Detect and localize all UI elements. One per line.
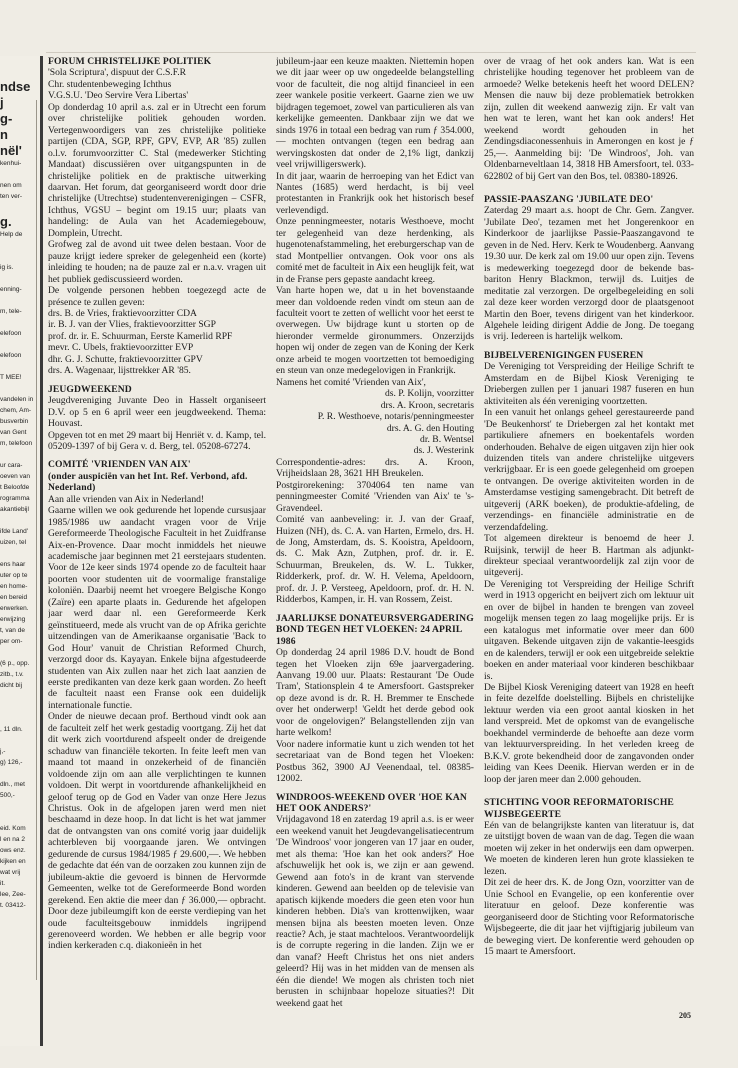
strip-text: elefoon	[0, 352, 22, 359]
article-paragraph: Van harte hopen we, dat u in het bovenstaande meer dan voldoende reden vindt om steun aan de faculteit voort te zetten of wellicht voor het eerst te overwegen. Uw bijdrage kunt u storten op de hieronder vermelde gironummers. Onzerzijds hopen wij onder de zegen van de Koning der Kerk onze arbeid te mogen voortzetten tot bemoediging en steun van onze medegelovigen in Frankrijk.	[276, 285, 474, 377]
strip-text: vandelen in	[0, 396, 34, 403]
article-paragraph: Namens het comité 'Vrienden van Aix',	[276, 376, 426, 388]
strip-text: zitb., t.v.	[0, 671, 24, 678]
strip-text: kijken en	[0, 858, 26, 865]
column-1	[48, 56, 266, 952]
strip-text: ig is.	[0, 264, 14, 271]
section-spacer	[276, 785, 474, 792]
strip-text: elefoon	[0, 330, 22, 337]
article-paragraph: Aan alle vrienden van Aix in Nederland!	[48, 493, 205, 505]
article-paragraph: Grofweg zal de avond uit twee delen bestaan. Voor de pauze krijgt iedere spreker de gelegenheid een (korte) inleiding te houden; na de pauze zal er n.a.v. vragen uit het publiek gediscussieerd worden.	[48, 239, 266, 285]
strip-text: chem, Am-	[0, 407, 32, 414]
signature-line: ds. P. Kolijn, voorzitter	[384, 388, 474, 400]
strip-text: kenhui-	[0, 160, 22, 167]
article-paragraph: De Vereniging tot Verspreiding der Heilige Schrift te Amsterdam en de Bijbel Kiosk Vereniging te Driebergen zullen per 1 januari 1987 fuseren en hun aktiviteiten als één vereniging voortzetten.	[484, 361, 694, 407]
strip-text: ten ver-	[0, 193, 23, 200]
strip-text: akantiebijl	[0, 506, 29, 513]
article-paragraph: Eén van de belangrijkste kanten van literatuur is, dat ze uitstijgt boven de waan van de dag. Tegen die waan moeten wij zeker in het onderwijs een dam opwerpen. We moeten de kinderen leren hun grote klassieken te lezen.	[484, 820, 694, 877]
strip-text: t. 03412-	[0, 902, 26, 909]
signature-line: drs. A. Kroon, secretaris	[380, 399, 474, 411]
article-paragraph: Jeugdvereniging Juvante Deo in Hasselt organiseert D.V. op 5 en 6 april weer een jeugdweekend. Thema: Houvast.	[48, 395, 266, 430]
article-paragraph: Correspondentie-adres: drs. A. Kroon, Vrijheidslaan 28, 3621 HH Breukelen.	[276, 456, 474, 480]
strip-text: uizen, tel	[0, 539, 27, 546]
article-paragraph: Onder de nieuwe decaan prof. Berthoud vindt ook aan de faculteit zelf het werk gestadig voortgang. Zij het dat dit werk zich voortdurend afspeelt onder de dreigende schaduw van financiële tekorten. In feite leeft men van maand tot maand in onzekerheid of de financiën voldoende zijn om aan alle verplichtingen te kunnen voldoen. Dit werpt in voortdurende afhankelijkheid en geloof terug op de God en Vader van onze Here Jezus Christus. Ook in de afgelopen jaren werd men niet beschaamd in deze hoop. In dat licht is het wat jammer dat de ontvangsten van ons comité vorig jaar duidelijk achterbleven bij voorgaande jaren. We ontvingen gedurende de cursus 1984/1985 ƒ 29.600,—. We hebben de gedachte dat één van de oorzaken zou kunnen zijn de jubileum-aktie die gevoerd is binnen de Hervormde Gemeenten, welke tot de Gereformeerde Bond worden gerekend. Een aktie die meer dan ƒ 36.000,— opbracht. Door deze jubileumgift kon de eerste verdieping van het oude faculteitsgebouw inmiddels ingrijpend gerenoveerd worden. We hebben er alle begrip voor indien kerkeraden c.q. diakonieën in het	[48, 711, 266, 952]
strip-text: ows enz.	[0, 847, 26, 854]
strip-text: oeven van	[0, 473, 30, 480]
strip-text: nen om	[0, 182, 22, 189]
article-paragraph: Vrijdagavond 18 en zaterdag 19 april a.s. is er weer een weekend vanuit het Jeugdevangelisatiecentrum 'De Windroos' voor jongeren van 17 jaar en ouder, met als thema: 'Hoe kan het ook anders?' Hoe afschuwelijk het ook is, we zijn er aan gewend. Gewend aan foto's in de krant van stervende kinderen. Gewend aan beelden op de televisie van apatisch kijkende moeders die geen eten voor hun kinderen hebben. Dia's van krottenwijken, waar mensen bijna als beesten moeten leven. Onze reactie? Ach, je staat machteloos. Verantwoordelijk is de corrupte regering in die landen. Zijn we er dan vanaf? Heeft Christus het ons niet anders geleerd? Hij was in het midden van de mensen als één die diende! We mogen als christen toch niet berusten in schijnbaar hopeloze situaties?! Dit weekend gaat het	[276, 814, 474, 1009]
signature-line: drs. A. G. den Houting	[386, 422, 474, 434]
article-paragraph: De Vereniging tot Verspreiding der Heilige Schrift werd in 1913 opgericht en beijvert zich om lektuur uit en over de bijbel in handen te brengen van zoveel mogelijk mensen tegen zo laag mogelijke prijs. Er is een katalogus met informatie over meer dan 600 uitgaven. Bekende uitgaven zijn de vakantie-leesgids en de kalenders, terwijl er ook een uitgebreide selektie boeken en ander materiaal voor kinderen beschikbaar is.	[484, 578, 694, 682]
strip-text: uter op te	[0, 572, 28, 579]
strip-text: l en na 2	[0, 836, 25, 843]
section-spacer	[484, 182, 694, 194]
strip-text: en bereid	[0, 594, 28, 601]
article-paragraph: Op donderdag 10 april a.s. zal er in Utrecht een forum over christelijke politiek gehouden worden. Vertegenwoordigers van zes christelijke politieke partijen (CDA, SGP, RPF, GPV, EVP, AR '85) zullen o.l.v. forumvoorzitter C. Stal (medewerker Stichting Mandaat) discussiëren over uitgangspunten in de christelijke politiek en de praktische uitwerking daarvan. Het forum, dat georganiseerd wordt door drie christelijke (Utrechtse) studentenverenigingen – CSFR, Ichthus, VGSU – begint om 19.15 uur; plaats van handeling: de Aula van het Academiegebouw, Domplein, Utrecht.	[48, 101, 266, 239]
strip-text: g.	[0, 214, 12, 229]
section-spacer	[48, 377, 266, 384]
page-fold	[36, 100, 37, 980]
strip-text: eid. Kom	[0, 825, 26, 832]
article-heading: (onder auspiciën van het Int. Ref. Verbond, afd. Nederland)	[48, 470, 248, 494]
article-heading: STICHTING VOOR REFORMATORISCHE WIJSBEGEERTE	[484, 797, 674, 820]
article-heading: WINDROOS-WEEKEND OVER 'HOE KAN HET OOK ANDERS?'	[276, 791, 467, 814]
strip-text: Help de	[0, 231, 23, 238]
strip-text: m, telefoon	[0, 440, 33, 447]
strip-text: erwijzing	[0, 616, 26, 623]
article-paragraph: drs. B. de Vries, fraktievoorzitter CDA	[48, 307, 197, 319]
article-heading: COMITÉ 'VRIENDEN VAN AIX'	[48, 459, 191, 471]
section-spacer	[276, 606, 474, 613]
strip-text: busverbin	[0, 418, 29, 425]
strip-text: erwerken.	[0, 605, 29, 612]
strip-text: j,-	[0, 748, 6, 755]
article-paragraph: dhr. G. J. Schutte, fraktievoorzitter GPV	[48, 353, 203, 365]
page-number: 205	[679, 1011, 691, 1020]
article-paragraph: De Bijbel Kiosk Vereniging dateert van 1928 en heeft in feite dezelfde doelstelling. Bijbels en christelijke lektuur werden via een groot aantal kiosken in het land verspreid. Met de opkomst van de evangelische boekhandel verminderde de behoefte aan deze vorm van lektuurverspreiding. In het verleden kreeg de B.K.V. grote bekendheid door de zangavonden onder leiding van Kees Deenik. Hiervan werden er in de loop der jaren meer dan 2.000 gehouden.	[484, 682, 694, 785]
article-paragraph: Chr. studentenbeweging Ichthus	[48, 78, 172, 90]
strip-text: g-	[0, 111, 13, 126]
article-paragraph: drs. A. Wagenaar, lijsttrekker AR '85.	[48, 365, 191, 377]
column-2	[276, 56, 474, 1009]
strip-text: lee, Zee-	[0, 891, 26, 898]
strip-text: t, van de	[0, 627, 25, 634]
article-paragraph: V.G.S.U. 'Deo Servire Vera Libertas'	[48, 90, 189, 102]
article-paragraph: over de vraag of het ook anders kan. Wat is een christelijke houding tegenover het probleem van de armoede? Welke betekenis heeft het woord DELEN? Mensen die nauw bij deze problematiek betrokken zijn, zullen dit weekend aanwezig zijn. Er valt van hen wat te leren, want het kan ook anders! Het weekend wordt gehouden in het Zendingsdiaconessenhuis in Amerongen en kost je ƒ 25,—. Aanmelding bij: 'De Windroos', Joh. van Oldenbarneveltlaan 14, 3818 HB Amersfoort, tel. 033-622802 of bij Gert van den Bos, tel. 08380-18926.	[484, 56, 694, 182]
strip-text: en home-	[0, 583, 28, 590]
article-heading: BIJBELVERENIGINGEN FUSEREN	[484, 349, 644, 361]
article-paragraph: Postgirorekening: 3704064 ten name van penningmeester Comité 'Vrienden van Aix' te 's-Gravendeel.	[276, 479, 474, 514]
article-paragraph: Opgeven tot en met 29 maart bij Henriët v. d. Kamp, tel. 05209-1397 of bij Gera v. d. Berg, tel. 05208-67274.	[48, 429, 266, 452]
strip-text: n	[0, 127, 8, 142]
article-heading: PASSIE-PAASZANG 'JUBILATE DEO'	[484, 193, 654, 205]
strip-text: , 11 dln.	[0, 726, 23, 733]
strip-text: dln., met	[0, 781, 25, 788]
strip-text: enning-	[0, 286, 22, 293]
strip-text: ndse	[0, 79, 31, 94]
strip-text: ifde Land'	[0, 528, 28, 535]
section-spacer	[484, 785, 694, 797]
article-paragraph: ir. B. J. van der Vlies, fraktievoorzitter SGP	[48, 319, 216, 331]
article-paragraph: Tot algemeen direkteur is benoemd de heer J. Ruijsink, terwijl de heer B. Hartman als adjunkt-direkteur speciaal verantwoordelijk zal zijn voor de uitgeverij.	[484, 533, 694, 579]
strip-text: rogramma	[0, 495, 30, 502]
strip-text: t Beloofde	[0, 484, 30, 491]
article-heading: JEUGDWEEKEND	[48, 383, 132, 395]
article-paragraph: Zaterdag 29 maart a.s. hoopt de Chr. Gem. Zangver. 'Jubilate Deo', tezamen met het Jongerenkoor en Kinderkoor de jaarlijkse Passie-Paaszangavond te geven in de Ned. Herv. Kerk te Woudenberg. Aanvang 19.30 uur. De kerk zal om 19.00 uur open zijn. Tevens is medewerking toegezegd door de bekende bas-bariton Henry Blackmon, terwijl ds. Luitjes de meditatie zal verzorgen. De orgelbegeleiding en soli zal deze keer worden verzorgd door de plaatsgenoot Martin den Boer, tevens dirigent van het kinderkoor. Algehele leiding dirigent Addie de Jong. De toegang is vrij. Iedereen is hartelijk welkom.	[484, 205, 694, 343]
strip-text: nël'	[0, 143, 22, 158]
section-spacer	[484, 343, 694, 350]
strip-text: g) 126,-	[0, 759, 23, 766]
article-paragraph: Dit zei de heer drs. K. de Jong Ozn, voorzitter van de Unie School en Evangelie, op een konferentie over literatuur en geloof. Deze konferentie was georganiseerd door de Stichting voor Reformatorische Wijsbegeerte, die dit jaar het vijftigjarig jubileum van de beweging viert. De konferentie werd gehouden op 15 maart te Amersfoort.	[484, 877, 694, 957]
strip-text: per om-	[0, 638, 23, 645]
article-paragraph: Onze penningmeester, notaris Westhoeve, mocht ter gelegenheid van deze herdenking, als hugenotenafstammeling, het ereburgerschap van de stad Montpellier ontvangen. Ook voor ons als comité met de faculteit in Aix een heuglijk feit, wat in de Franse pers gepaste aandacht kreeg.	[276, 216, 474, 285]
strip-text: van Gent	[0, 429, 27, 436]
article-paragraph: Voor nadere informatie kunt u zich wenden tot het secretariaat van de Bond tegen het Vloeken: Postbus 362, 3900 AJ Veenendaal, tel. 08385-12002.	[276, 738, 474, 785]
strip-text: ens haar	[0, 561, 26, 568]
article-paragraph: jubileum-jaar een keuze maakten. Niettemin hopen we dit jaar weer op uw ongedeelde belangstelling voor de faculteit, die nog altijd financieel in een zeer wankele positie verkeert. Gaarne zien we uw bijdragen tegemoet, zowel van particulieren als van kerkelijke gemeenten. Dankbaar zijn we dat we sinds 1976 in totaal een bedrag van rum ƒ 354.000,— mochten ontvangen (tegen een bedrag aan wervingskosten dat onder de 2,1% ligt, dankzij veel vrijwilligerswerk).	[276, 56, 474, 171]
article-paragraph: Comité van aanbeveling: ir. J. van der Graaf, Huizen (NH), ds. C. A. van Harten, Ermelo, drs. H. de Jong, Amsterdam, ds. S. Kooistra, Apeldoorn, ds. C. Mak Azn, Zutphen, prof. dr. ir. E. Schuurman, Breukelen, ds. W. L. Tukker, Ridderkerk, prof. dr. W. H. Velema, Apeldoorn, prof. dr. J. P. Versteeg, Apeldoorn, prof. dr. H. N. Ridderbos, Kampen, ir. H. van Rossem, Zeist.	[276, 514, 474, 606]
strip-text: (6 p., opp.	[0, 660, 30, 667]
article-paragraph: 'Sola Scriptura', dispuut der C.S.F.R	[48, 67, 187, 79]
binding-edge	[40, 56, 43, 1046]
strip-text: it.	[0, 880, 6, 887]
signature-line: ds. J. Westerink	[413, 445, 474, 457]
strip-text: dicht bij	[0, 682, 23, 689]
article-paragraph: In een vanuit het onlangs geheel gerestaureerde pand 'De Beukenhorst' te Driebergen zal het kontakt met partikuliere afnemers en boekentafels worden onderhouden. Behalve de eigen uitgaven zijn hier ook duizenden titels van andere christelijke uitgevers verkrijgbaar. Er is een goede gelegenheid om groepen te ontvangen. De overige aktiviteiten worden in de Amsterdamse vestiging samengebracht. Dit betreft de uitgeverij (ARK boeken), de produktie-afdeling, de verzendings- en financiële administratie en de verzendafdeling.	[484, 407, 694, 533]
article-paragraph: De volgende personen hebben toegezegd acte de présence te zullen geven:	[48, 285, 266, 308]
article-heading: JAARLIJKSE DONATEURSVERGADERING BOND TEGEN HET VLOEKEN: 24 APRIL 1986	[276, 612, 474, 647]
strip-text: T MEE!	[0, 374, 22, 381]
signature-line: dr. B. Wentsel	[420, 433, 474, 445]
strip-text: j	[0, 95, 4, 110]
article-paragraph: In dit jaar, waarin de herroeping van het Edict van Nantes (1685) werd herdacht, is bij veel protestanten in Frankrijk ook het historisch besef verlevendigd.	[276, 170, 474, 216]
article-paragraph: prof. dr. ir. E. Schuurman, Eerste Kamerlid RPF	[48, 330, 233, 342]
top-rule	[46, 52, 696, 53]
article-paragraph: Gaarne willen we ook gedurende het lopende cursusjaar 1985/1986 uw aandacht vragen voor de Vrije Gereformeerde Theologische Faculteit in het Zuidfranse Aix-en-Provence. Daar mocht inmiddels het nieuwe academische jaar beginnen met 21 eerstejaars studenten. Voor de 12e keer sinds 1974 opende zo de faculteit haar poorten voor studenten uit de voormalige franstalige koloniën. Daarbij neemt het vroegere Belgische Kongo (Zaïre) een aparte plaats in. Gedurende het afgelopen jaar werd daar nl. een Gereformeerde Kerk geïnstitueerd, mede als vrucht van de op Afrika gerichte uitzendingen van de Amerikaanse organisatie 'Back to God Hour' vanuit de Christian Reformed Church, verzorgd door ds. Kayayan. Enkele bijna afgestudeerde studenten van Aix zullen naar het zich laat aanzien de eerste predikanten van deze kerk gaan worden. Zo heeft de faculteit naast een Franse ook een duidelijk internationale functie.	[48, 505, 266, 711]
article-heading: FORUM CHRISTELIJKE POLITIEK	[48, 56, 212, 67]
strip-text: wat vrij	[0, 869, 21, 876]
column-3	[484, 56, 694, 957]
strip-text: 500,-	[0, 792, 15, 799]
article-paragraph: Op donderdag 24 april 1986 D.V. houdt de Bond tegen het Vloeken zijn 69e jaarvergadering. Aanvang 19.00 uur. Plaats: Restaurant 'De Oude Tram', Stationsplein 4 te Amersfoort. Gastspreker op deze avond is dr. R. H. Bremmer te Enschede over het onderwerp! 'Geldt het derde gebod ook voor de ongelovigen?' Belangstellenden zijn van harte welkom!	[276, 647, 474, 739]
strip-text: ur cara-	[0, 462, 23, 469]
article-paragraph: mevr. C. Ubels, fraktievoorzitter EVP	[48, 342, 194, 354]
strip-text: m, tele-	[0, 308, 22, 315]
signature-line: P. R. Westhoeve, notaris/penningmeester	[317, 411, 474, 423]
